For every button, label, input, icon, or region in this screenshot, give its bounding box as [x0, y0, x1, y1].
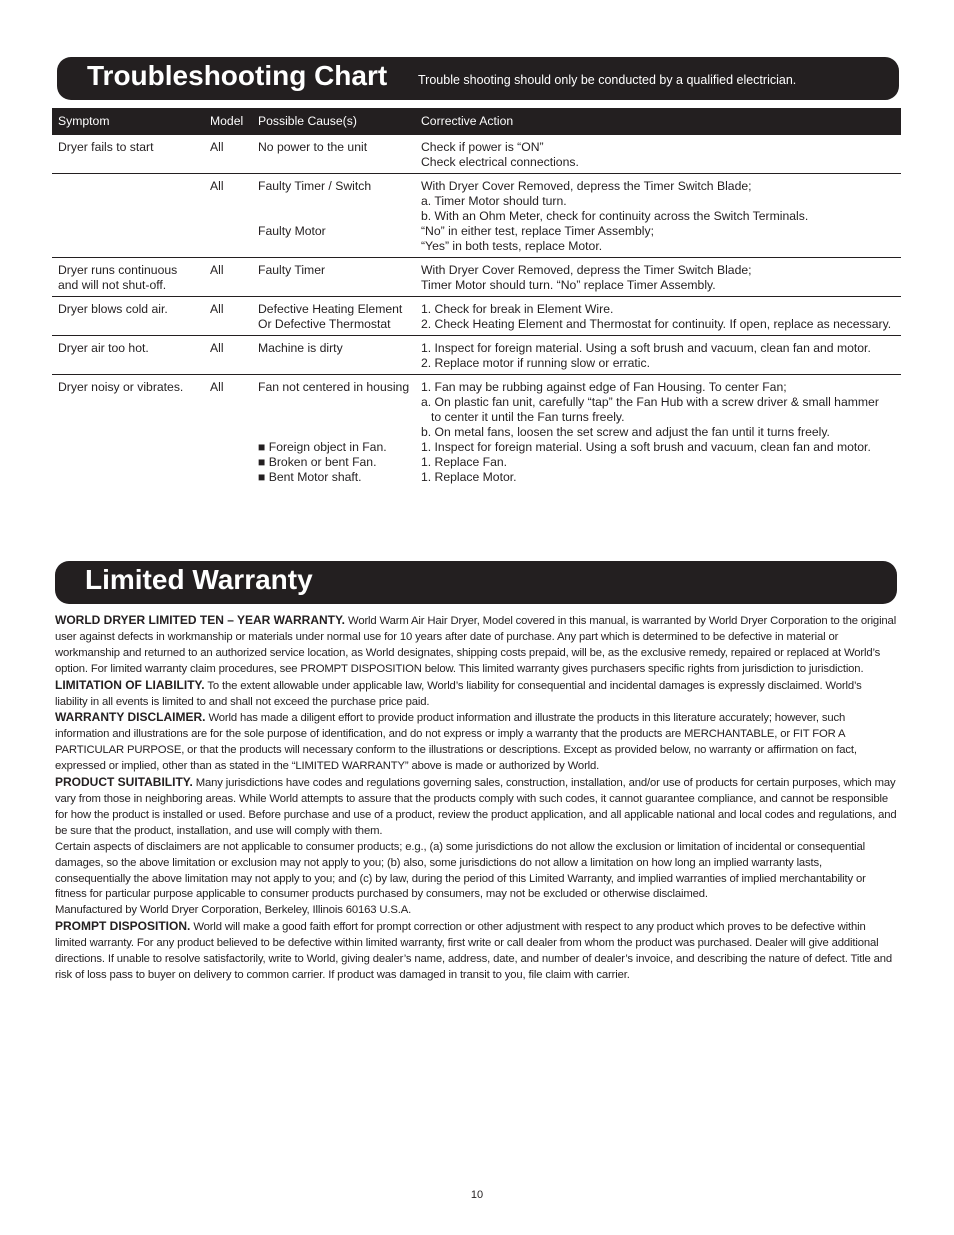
- consumer-paragraph: Certain aspects of disclaimers are not applicable to consumer products; e.g., (a) some jurisdictions do not allow the exclusion or limitation of incidental or consequential damages, so the above limitation or exclusion may not apply to you; (b) also, some jurisdictions do not allow a limitation on how long an implied warranty lasts, consequentially the above limitation may not apply to you; and (c) by law, during the period of this Limited Warranty, and implied warranties of implied merchantability or fitness for particular purpose applicable to consumer products purchased by consumers, may not be excluded or otherwise disclaimed.: [55, 840, 866, 901]
- table-row: [52, 174, 901, 258]
- action-line: Timer Motor should turn. “No” replace Timer Assembly.: [421, 278, 716, 292]
- suitability-body: Many jurisdictions have codes and regulations governing sales, construction, installation, and/or use of products for certain purposes, which may vary from those in neighboring areas. While World attempts to assure that the products comply with such codes, it cannot guarantee compliance, and cannot be responsible for how the product is installed or used. Before purchase and use of a product, review the product application, and all applicable national and local codes and regulations, and be sure that the product, installation, and use will comply with them.: [55, 777, 897, 837]
- warranty-text: [55, 613, 897, 984]
- model-value: All: [210, 341, 224, 355]
- cause-line: Faulty Timer: [258, 263, 326, 277]
- liability-paragraph: [55, 678, 897, 711]
- cause-cell: [252, 336, 415, 375]
- model-value: All: [210, 380, 224, 394]
- action-line: 1. Inspect for foreign material. Using a soft brush and vacuum, clean fan and motor.: [421, 341, 871, 355]
- troubleshooting-table: [52, 108, 901, 488]
- header-cause: Possible Cause(s): [252, 108, 415, 135]
- action-cell: [415, 258, 901, 297]
- cause-line: [258, 410, 411, 425]
- symptom-cell: [52, 174, 204, 258]
- cause-line: Or Defective Thermostat: [258, 317, 391, 331]
- model-cell: [204, 174, 252, 258]
- action-line: to center it until the Fan turns freely.: [431, 410, 625, 424]
- table-row: [52, 336, 901, 375]
- table-row: [52, 375, 901, 489]
- disposition-heading: PROMPT DISPOSITION.: [55, 919, 191, 934]
- symptom-line: Dryer runs continuous: [58, 263, 178, 277]
- symptom-line: Dryer fails to start: [58, 140, 154, 154]
- page-number: 10: [470, 1189, 484, 1201]
- symptom-cell: [52, 258, 204, 297]
- warranty-body: World Warm Air Hair Dryer, Model covered in this manual, is warranted by World Dryer Corporation to the original user against defects in workmanship or materials under normal use for 10 years after date of purchase. Any part which is determined to be defective in material or workmanship and returned to an authorized service location, as World designates, shipping costs prepaid, will be, as the exclusive remedy, repaired or replaced at World’s option. For limited warranty claim procedures, see PROMPT DISPOSITION below. This limited warranty gives purchasers specific rights from jurisdiction to jurisdiction.: [55, 615, 897, 675]
- cause-cell: [252, 297, 415, 336]
- troubleshooting-banner: [57, 57, 899, 100]
- action-line: 1. Fan may be rubbing against edge of Fan Housing. To center Fan;: [421, 380, 787, 394]
- disposition-body: World will make a good faith effort for prompt correction or other adjustment with respect to any product which proves to be defective within limited warranty. For any product believed to be defective within limited warranty, first write or call dealer from whom the product was purchased. Dealer will give additional directions. If unable to resolve satisfactorily, write to World, giving dealer’s name, address, date, and number of dealer’s invoice, and describing the nature of defect. Title and risk of loss pass to buyer on delivery to common carrier. If product was damaged in transit to you, file claim with carrier.: [55, 921, 893, 981]
- model-value: All: [210, 302, 224, 316]
- action-line: “No” in either test, replace Timer Assembly;: [421, 224, 654, 238]
- action-line: 1. Replace Fan.: [421, 455, 508, 469]
- symptom-line: and will not shut-off.: [58, 278, 167, 292]
- symptom-line: Dryer air too hot.: [58, 341, 149, 355]
- cause-line: [258, 194, 411, 209]
- model-cell: [204, 297, 252, 336]
- model-value: All: [210, 179, 224, 193]
- cause-line: [258, 395, 411, 410]
- disclaimer-body: World has made a diligent effort to provide product information and illustrate the products in this literature accurately; however, such information and illustrations are for the sole purpose of identification, and do not express or imply a warranty that the products are MERCHANTABLE, or FIT FOR A PARTICULAR PURPOSE, or that the products will necessary conform to the illustrations or descriptions. Except as provided below, no warranty or affirmation on fact, expressed or implied, other than as stated in the “LIMITED WARRANTY” above is made or authorized by World.: [55, 712, 857, 773]
- table-row: [52, 135, 901, 174]
- suitability-heading: PRODUCT SUITABILITY.: [55, 775, 193, 790]
- action-line: 2. Replace motor if running slow or erratic.: [421, 356, 650, 370]
- header-action: Corrective Action: [415, 108, 901, 135]
- symptom-cell: [52, 375, 204, 489]
- action-cell: [415, 336, 901, 375]
- action-line: 2. Check Heating Element and Thermostat for continuity. If open, replace as necessary.: [421, 317, 892, 331]
- cause-cell: [252, 174, 415, 258]
- action-cell: [415, 375, 901, 489]
- action-line: 1. Replace Motor.: [421, 470, 517, 484]
- cause-cell: [252, 258, 415, 297]
- warranty-banner: [55, 561, 897, 604]
- cause-line: Defective Heating Element: [258, 302, 403, 316]
- liability-body: To the extent allowable under applicable law, World’s liability for consequential and incidental damages is expressly disclaimed. World’s liability in all events is limited to and shall not exceed the purchase price paid.: [55, 679, 862, 708]
- cause-line: No power to the unit: [258, 140, 368, 154]
- symptom-cell: [52, 135, 204, 174]
- cause-cell: [252, 135, 415, 174]
- cause-line: ■ Broken or bent Fan.: [258, 455, 377, 469]
- model-cell: [204, 336, 252, 375]
- table-row: [52, 258, 901, 297]
- cause-line: ■ Foreign object in Fan.: [258, 440, 387, 454]
- action-cell: [415, 297, 901, 336]
- cause-line: Faulty Motor: [258, 224, 326, 238]
- header-symptom: Symptom: [52, 108, 204, 135]
- symptom-line: Dryer noisy or vibrates.: [58, 380, 184, 394]
- model-cell: [204, 375, 252, 489]
- cause-line: [258, 209, 411, 224]
- cause-cell: [252, 375, 415, 489]
- action-line: With Dryer Cover Removed, depress the Timer Switch Blade;: [421, 263, 752, 277]
- action-cell: [415, 174, 901, 258]
- manufacturer-line: Manufactured by World Dryer Corporation, Berkeley, Illinois 60163 U.S.A.: [55, 904, 412, 917]
- table-header-row: [52, 108, 901, 135]
- action-line: a. On plastic fan unit, carefully “tap” the Fan Hub with a screw driver & small hammer: [421, 395, 879, 409]
- cause-line: Machine is dirty: [258, 341, 343, 355]
- symptom-line: Dryer blows cold air.: [58, 302, 168, 316]
- electrician-note: Trouble shooting should only be conducted by a qualified electrician.: [418, 73, 797, 87]
- action-line: Check electrical connections.: [421, 155, 579, 169]
- symptom-cell: [52, 336, 204, 375]
- disclaimer-heading: WARRANTY DISCLAIMER.: [55, 710, 206, 725]
- action-line: a. Timer Motor should turn.: [421, 194, 567, 208]
- action-line: 1. Check for break in Element Wire.: [421, 302, 614, 316]
- action-line: b. With an Ohm Meter, check for continuity across the Switch Terminals.: [421, 209, 809, 223]
- troubleshooting-title: Troubleshooting Chart: [87, 60, 388, 91]
- action-line: b. On metal fans, loosen the set screw and adjust the fan until it turns freely.: [421, 425, 830, 439]
- cause-line: Fan not centered in housing: [258, 380, 410, 394]
- action-line: “Yes” in both tests, replace Motor.: [421, 239, 603, 253]
- disposition-paragraph: [55, 919, 897, 984]
- cause-line: ■ Bent Motor shaft.: [258, 470, 362, 484]
- table-row: [52, 297, 901, 336]
- liability-heading: LIMITATION OF LIABILITY.: [55, 677, 205, 692]
- model-cell: [204, 135, 252, 174]
- action-line: 1. Inspect for foreign material. Using a soft brush and vacuum, clean fan and motor.: [421, 440, 871, 454]
- action-cell: [415, 135, 901, 174]
- troubleshooting-body: [52, 135, 901, 488]
- disclaimer-paragraph: [55, 710, 897, 775]
- cause-line: [258, 425, 411, 440]
- model-value: All: [210, 140, 224, 154]
- model-value: All: [210, 263, 224, 277]
- warranty-title: Limited Warranty: [85, 564, 313, 595]
- header-model: Model: [204, 108, 252, 135]
- action-line: Check if power is “ON”: [421, 140, 544, 154]
- model-cell: [204, 258, 252, 297]
- suitability-paragraph: [55, 775, 897, 840]
- action-line: With Dryer Cover Removed, depress the Timer Switch Blade;: [421, 179, 752, 193]
- symptom-cell: [52, 297, 204, 336]
- cause-line: Faulty Timer / Switch: [258, 179, 372, 193]
- warranty-heading: WORLD DRYER LIMITED TEN – YEAR WARRANTY.: [55, 613, 346, 627]
- warranty-paragraph: [55, 613, 897, 678]
